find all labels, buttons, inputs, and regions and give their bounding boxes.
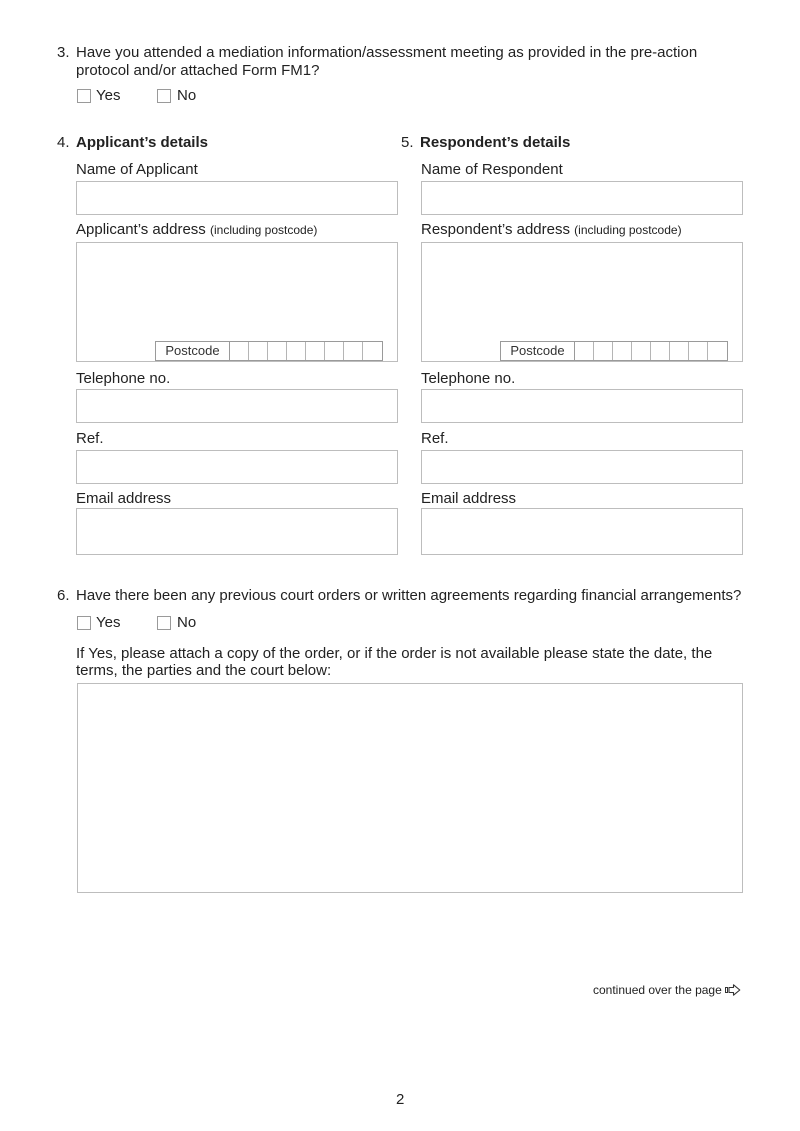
respondent-postcode-cell[interactable] bbox=[708, 342, 727, 360]
respondent-section-number: 5. bbox=[401, 134, 414, 151]
applicant-phone-label: Telephone no. bbox=[76, 370, 171, 387]
respondent-postcode-label: Postcode bbox=[501, 342, 575, 360]
applicant-postcode-label: Postcode bbox=[156, 342, 230, 360]
respondent-email-label: Email address bbox=[421, 490, 517, 507]
applicant-phone-field[interactable] bbox=[76, 389, 398, 423]
respondent-postcode-cell[interactable] bbox=[651, 342, 670, 360]
applicant-email-field[interactable] bbox=[76, 508, 398, 555]
continued-text: continued over the page bbox=[593, 983, 722, 997]
applicant-section-number: 4. bbox=[57, 134, 70, 151]
applicant-postcode-cell[interactable] bbox=[325, 342, 344, 360]
page-number: 2 bbox=[396, 1091, 405, 1108]
respondent-postcode-cell[interactable] bbox=[670, 342, 689, 360]
applicant-email-label: Email address bbox=[76, 490, 172, 507]
applicant-postcode-cell[interactable] bbox=[287, 342, 306, 360]
right-arrow-icon bbox=[725, 984, 741, 999]
continued-note bbox=[593, 983, 741, 999]
applicant-postcode-cell[interactable] bbox=[363, 342, 382, 360]
applicant-postcode-cell[interactable] bbox=[249, 342, 268, 360]
applicant-postcode-cell[interactable] bbox=[230, 342, 249, 360]
respondent-address-hint: (including postcode) bbox=[574, 223, 682, 237]
q6-no-label: No bbox=[177, 614, 197, 631]
respondent-postcode-cell[interactable] bbox=[632, 342, 651, 360]
respondent-postcode-cell[interactable] bbox=[575, 342, 594, 360]
applicant-postcode-cell[interactable] bbox=[344, 342, 363, 360]
q6-instruction-line2: terms, the parties and the court below: bbox=[76, 662, 332, 679]
respondent-postcode-field[interactable] bbox=[500, 341, 728, 361]
q3-no-label: No bbox=[177, 87, 197, 104]
q3-question-line1: Have you attended a mediation information/assessment meeting as provided in the pre-action bbox=[76, 44, 698, 61]
applicant-name-field[interactable] bbox=[76, 181, 398, 215]
applicant-ref-field[interactable] bbox=[76, 450, 398, 484]
respondent-section-heading: Respondent’s details bbox=[420, 134, 571, 151]
respondent-address-label bbox=[421, 221, 682, 238]
applicant-postcode-cell[interactable] bbox=[268, 342, 287, 360]
applicant-address-hint: (including postcode) bbox=[209, 223, 318, 237]
respondent-ref-field[interactable] bbox=[421, 450, 743, 484]
respondent-email-field[interactable] bbox=[421, 508, 743, 555]
q6-yes-checkbox[interactable] bbox=[77, 616, 91, 630]
q6-details-field[interactable] bbox=[77, 683, 743, 893]
q3-number: 3. bbox=[57, 44, 70, 61]
q3-yes-label: Yes bbox=[96, 87, 121, 104]
respondent-name-field[interactable] bbox=[421, 181, 743, 215]
respondent-phone-label: Telephone no. bbox=[421, 370, 516, 387]
q6-yes-label: Yes bbox=[96, 614, 121, 631]
q3-yes-checkbox[interactable] bbox=[77, 89, 91, 103]
applicant-address-label bbox=[76, 221, 317, 238]
respondent-postcode-cell[interactable] bbox=[594, 342, 613, 360]
respondent-name-label: Name of Respondent bbox=[421, 161, 563, 178]
applicant-postcode-field[interactable] bbox=[155, 341, 383, 361]
applicant-ref-label: Ref. bbox=[76, 430, 104, 447]
respondent-postcode-cell[interactable] bbox=[689, 342, 708, 360]
q3-no-checkbox[interactable] bbox=[157, 89, 171, 103]
q3-question-line2: protocol and/or attached Form FM1? bbox=[76, 62, 320, 79]
respondent-address-label-text: Respondent’s address bbox=[421, 221, 570, 238]
respondent-postcode-cell[interactable] bbox=[613, 342, 632, 360]
applicant-section-heading: Applicant’s details bbox=[76, 134, 208, 151]
q6-number: 6. bbox=[57, 587, 70, 604]
respondent-ref-label: Ref. bbox=[421, 430, 449, 447]
applicant-name-label: Name of Applicant bbox=[76, 161, 198, 178]
q6-no-checkbox[interactable] bbox=[157, 616, 171, 630]
respondent-phone-field[interactable] bbox=[421, 389, 743, 423]
q6-question: Have there been any previous court orders or written agreements regarding financial arrangements? bbox=[76, 587, 742, 604]
applicant-address-label-text: Applicant’s address bbox=[76, 221, 206, 238]
applicant-postcode-cell[interactable] bbox=[306, 342, 325, 360]
q6-instruction-line1: If Yes, please attach a copy of the order, or if the order is not available please state the date, the bbox=[76, 645, 713, 662]
